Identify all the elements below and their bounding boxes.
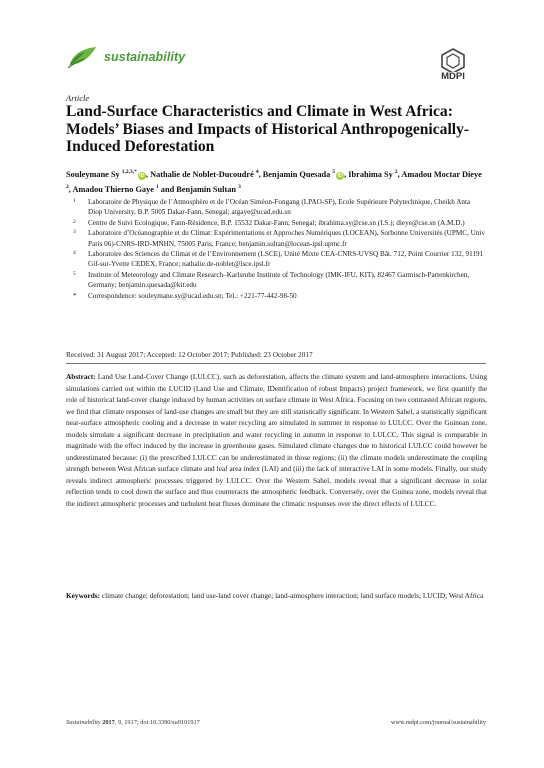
footer-doi: , 9, 1917; doi:10.3390/su9101917 [114, 719, 200, 726]
divider [66, 363, 486, 364]
affiliation-number: 4 [73, 250, 76, 257]
author-affiliation-marker: 3 [238, 183, 241, 190]
affiliation-item [66, 291, 486, 301]
author-name: Nathalie de Noblet-Ducoudré [150, 170, 254, 179]
affiliation-text: Laboratoire de Physique de l’Atmosphère et de l’Océan Siméon-Fongang (LPAO-SF), Ecole Supérieure Polytechnique, Cheikh Anta Diop University, B.P. 5005 Dakar-Fann, Senegal; atgaye@ucad.edu.sn [88, 198, 471, 217]
affiliation-item [66, 218, 486, 228]
publisher-name: MDPI [441, 71, 465, 82]
abstract [66, 371, 487, 510]
orcid-icon[interactable]: iD [139, 173, 145, 179]
affiliation-item [66, 197, 486, 218]
author-name: Benjamin Quesada [262, 170, 331, 179]
author-name: Amadou Thierno Gaye [72, 184, 154, 194]
author-name: Amadou Moctar Dieye [401, 170, 482, 179]
author: Amadou Moctar Dieye $^2$, [66, 170, 482, 194]
footer-url[interactable]: www.mdpi.com/journal/sustainability [390, 719, 486, 726]
author-affiliation-marker: 1,2,3,* [121, 169, 137, 176]
author-affiliation-marker: 2 [394, 169, 398, 176]
author [176, 185, 241, 194]
author: Nathalie de Noblet-Ducoudré $^4$, [150, 169, 263, 179]
affiliation-text: Centre de Suivi Ecologique, Fann-Résidence, B.P. 15532 Dakar-Fann, Senegal; ibrahima.sy@cse.sn (I.S.); dieye@cse.sn (A.M.D.) [88, 218, 465, 227]
keywords [66, 590, 487, 602]
leaf-icon [66, 44, 98, 70]
mdpi-logo[interactable] [429, 48, 477, 84]
author: Souleymane Sy $^{1,2,3,*}$iD , [66, 169, 151, 179]
author-affiliation-marker: 4 [255, 169, 259, 176]
affiliation-text: Laboratoire des Sciences du Climat et de l’Environnement (LSCE), Unité Mixte CEA-CNRS-UVSQ Bât. 712, Point Courrier 132, 91191 Gif-sur-Yvette CEDEX, France; nathalie.de-noblet@lsce.ipsl.fr [88, 250, 484, 269]
keywords-text: climate change; deforestation; land use-land cover change; land-atmosphere interaction; land surface models; LUCID; West Africa [101, 591, 484, 600]
article-type: Article [66, 93, 90, 103]
affiliation-number: 1 [73, 198, 76, 204]
affiliation-text: Laboratoire d’Océanographie et du Climat: Expérimentations et Approches Numériques (LOCEAN), Sorbonne Universités (UPMC, Univ Paris 06)-CNRS-IRD-MNHN, 75005 Paris, France; benjamin.sultan@locean-ipsl.upmc.fr [88, 229, 486, 248]
author-name: Benjamin Sultan [176, 184, 236, 194]
abstract-label: Abstract: [66, 372, 96, 381]
affiliation-number: * [73, 291, 77, 300]
affiliation-number: 3 [73, 229, 76, 236]
affiliation-number: 5 [73, 270, 76, 277]
affiliation-item [66, 249, 486, 270]
mdpi-hexagon-icon [429, 48, 477, 72]
author-affiliation-marker: 5 [332, 169, 336, 176]
affiliation-text: Correspondence: souleymane.sy@ucad.edu.sn; Tel.: +221-77-442-98-50 [88, 291, 297, 300]
journal-name: sustainability [104, 50, 186, 64]
author: Ibrahima Sy $^2$, [348, 169, 402, 179]
author: Benjamin Quesada $^5$iD , [262, 169, 349, 179]
affiliation-text: Institute of Meteorology and Climate Research–Karlsruhe Institute of Technology (IMK-IFU, KIT), 82467 Garmisch-Partenkirchen, Germany; benjamin.quesada@kit.edu [88, 270, 470, 290]
affiliation-item [66, 228, 486, 249]
author-affiliation-marker: 2 [66, 183, 69, 190]
footer-year: 2017 [102, 719, 115, 726]
affiliation-number: 2 [73, 218, 76, 225]
author-list [66, 168, 486, 197]
affiliation-item [66, 270, 486, 291]
footer-journal: Sustainability [66, 719, 101, 726]
author: Amadou Thierno Gaye $^1$ and [72, 183, 177, 194]
publication-dates: Received: 31 August 2017; Accepted: 12 October 2017; Published: 23 October 2017 [66, 350, 313, 359]
author-affiliation-marker: 1 [155, 183, 159, 190]
affiliations [66, 197, 486, 301]
footer-citation [66, 719, 200, 726]
author-name: Souleymane Sy [66, 170, 120, 179]
author-name: Ibrahima Sy [348, 170, 393, 179]
abstract-text: Land Use Land-Cover Change (LULCC), such as deforestation, affects the climate system and land-atmosphere interactions. Using simulations carried out within the LUCID (Land Use and Climate, IDentification of robust Impacts) project framework, we first quantify the role of historical land-cover change induced by human activities on surface climate in West Africa. Focusing on two contrasted African regions, we find that climate responses of land-use changes are small but they are still statistically significant. In Western Sahel, a statistically significant near-surface atmospheric cooling and a decrease in water recycling are simulated in summer in response to LULCC. Over the Guinean zone, models simulate a significant decrease in precipitation and water recycling in autumn in response to LULCC. This signal is comparable in magnitude with the effect induced by the increase in greenhouse gases. Simulated climate changes due to historical LULCC could however be underestimated because: (i) the prescribed LULCC can be underestimated in those regions; (ii) the climate models underestimate the coupling strength between West African surface climate and leaf area index (LAI) and (iii) the lack of interactive LAI in some models. Finally, our study reveals indirect atmospheric processes triggered by LULCC. Over the Western Sahel, models reveal that a significant decrease in solar reflection tends to cool down the surface and thus counteracts the atmospheric feedback. Conversely, over the Guinea zone, models reveal that the indirect atmospheric processes and turbulent heat fluxes dominate the climatic responses over the direct effects of LULCC. [66, 372, 487, 509]
orcid-icon[interactable]: iD [337, 173, 343, 179]
keywords-label: Keywords: [66, 591, 101, 600]
journal-logo[interactable] [66, 44, 185, 70]
article-title: Land-Surface Characteristics and Climate in West Africa: Models’ Biases and Impacts of Historical Anthropogenically-Induced Deforestation [66, 103, 470, 155]
